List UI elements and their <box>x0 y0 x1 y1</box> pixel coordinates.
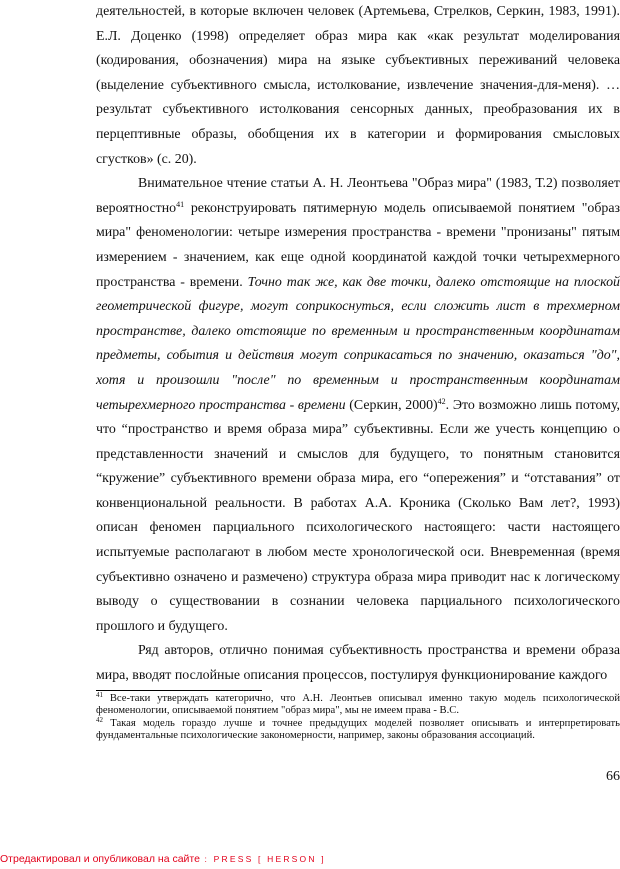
footnote-number: 42 <box>96 715 103 724</box>
footnote-text: Все-таки утверждать категорично, что А.Н. Леонтьев описывал именно такую модель психологической феноменологии, описываемой понятием "образ мира", мы не имеем права - В.С. <box>96 693 620 717</box>
footnote-text: Такая модель гораздо лучше и точнее предыдущих моделей позволяет описывать и интерпретировать фундаментальные психологические закономерности, например, законы образования ассоциаций. <box>96 717 620 741</box>
paragraph-1: деятельностей, в которые включен человек (Артемьева, Стрелков, Серкин, 1983, 1991). Е.Л. Доценко (1998) определяет образ мира как «как результат моделирования (кодирования, обозначения) мира на языке субъективных переживаний человека (выделение субъективного смысла, истолкование, извлечение значения-для-меня). … результат субъективного истолкования сенсорных данных, преобразования их в перцептивные образы, обобщения их в категории и формирования смысловых сгустков» (с. 20). <box>96 4 620 167</box>
paragraph-2-part-a: Внимательное чтение статьи А. Н. Леонтьева "Образ мира" (1983, Т.2) позволяет вероятностно <box>96 176 620 216</box>
watermark-site[interactable]: : PRESS [ HERSON ] <box>199 854 326 864</box>
paragraph-3: Ряд авторов, отлично понимая субъективность пространства и времени образа мира, вводят послойные описания процессов, постулируя функционирование каждого <box>96 643 620 684</box>
paragraph-2 <box>96 172 620 639</box>
body-text <box>96 0 620 689</box>
footnote-ref-42[interactable]: 42 <box>437 396 446 406</box>
page-number: 66 <box>606 769 620 784</box>
footnote-42 <box>96 715 620 743</box>
footnotes <box>96 693 620 742</box>
footnote-ref-41[interactable]: 41 <box>176 199 185 209</box>
footnote-divider <box>96 690 262 691</box>
paragraph-2-part-b: реконструировать пятимерную модель описываемой понятием "образ мира" феноменологии: четыре измерения пространства - времени "пронизаны" пятым измерением - значением, как еще одной координатой каждой точки четырехмерного пространства - времени. <box>96 200 620 290</box>
paragraph-2-part-d: . Это возможно лишь потому, что “пространство и время образа мира” субъективны. Если же учесть концепцию о представленности значений и смыслов для будущего, то понятным становится “кружение” субъективного времени образа мира, его “опережения” и “отставания” от конвенциональной реальности. В работах А.А. Кроника (Сколько Вам лет?, 1993) описан феномен парциального психологического настоящего: части настоящего испытуемые располагают в любом месте хронологической оси. Вневременная (время субъективно означено и размечено) структура образа мира приводит нас к логическому выводу о существовании в сознании человека парциального психологического прошлого и будущего. <box>96 397 620 634</box>
watermark-text: Отредактировал и опубликовал на сайте <box>0 853 200 865</box>
watermark[interactable] <box>0 853 326 865</box>
paragraph-2-part-c: (Серкин, 2000) <box>345 397 438 413</box>
footnote-number: 41 <box>96 691 103 699</box>
footnote-41 <box>96 693 620 718</box>
paragraph-2-italic-quote: Точно так же, как две точки, далеко отстоящие на плоской геометрической фигуре, могут соприкоснуться, если сложить лист в трехмерном пространстве, далеко отстоящие по временным и пространственным координатам предметы, события и действия могут соприкасаться по значению, оказаться "до", хотя и произошли "после" по временным и пространственным координатам четырехмерного пространства - времени <box>96 274 620 413</box>
